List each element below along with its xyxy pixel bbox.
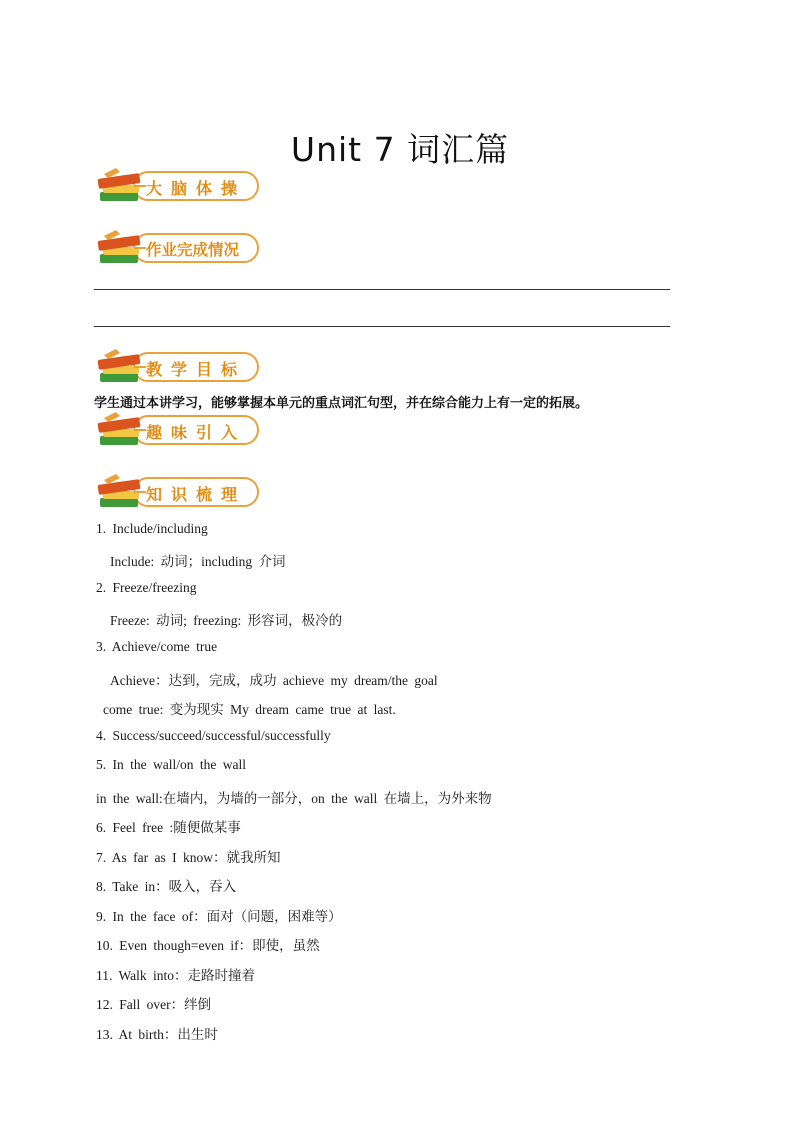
banner-label: 大脑体操 [146,178,247,198]
banner-knowledge-review [94,474,264,512]
vocab-item: 6. Feel free :随便做某事 [96,820,241,835]
vocab-item: 3. Achieve/come true [96,639,218,654]
banner-label: 知识梳理 [146,484,247,504]
banner-label: 趣味引入 [146,422,247,442]
vocab-note: come true: 变为现实 My dream came true at last. [103,702,396,717]
banner-homework-status [94,230,264,268]
banner-fun-intro [94,412,264,450]
vocab-note: in the wall:在墙内，为墙的一部分，on the wall 在墙上，为外来物 [96,791,492,806]
banner-label: 教学目标 [146,359,247,379]
vocab-item: 1. Include/including [96,521,208,536]
answer-line [94,289,670,290]
vocab-item: 10. Even though=even if：即使，虽然 [96,938,320,953]
vocab-item: 2. Freeze/freezing [96,580,197,595]
banner-label: 作业完成情况 [146,241,240,259]
vocab-note: Achieve：达到，完成，成功 achieve my dream/the goal [110,673,438,688]
vocab-item: 12. Fall over：绊倒 [96,997,212,1012]
banner-brain-exercise [94,168,264,206]
vocab-note: Freeze: 动词; freezing: 形容词，极冷的 [110,613,343,628]
banner-teaching-objectives [94,349,264,387]
vocab-item: 9. In the face of：面对（问题，困难等） [96,909,342,924]
answer-line [94,326,670,327]
objective-text: 学生通过本讲学习，能够掌握本单元的重点词汇句型，并在综合能力上有一定的拓展。 [94,396,589,411]
vocab-item: 7. As far as I know：就我所知 [96,850,281,865]
vocab-item: 8. Take in：吸入，吞入 [96,879,237,894]
vocab-item: 5. In the wall/on the wall [96,757,246,772]
page-title: Unit 7 词汇篇 [290,130,510,169]
vocab-item: 4. Success/succeed/successful/successfully [96,728,331,743]
vocab-item: 11. Walk into：走路时撞着 [96,968,256,983]
vocab-item: 13. At birth：出生时 [96,1027,218,1042]
vocab-note: Include: 动词；including 介词 [110,554,286,569]
